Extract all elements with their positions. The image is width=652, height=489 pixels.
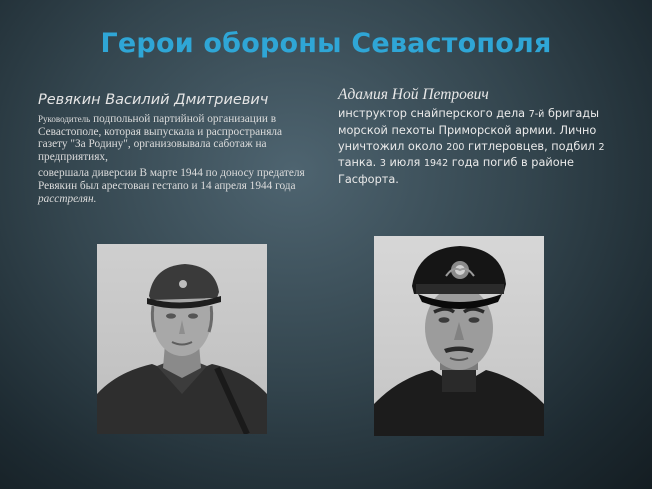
right-bio-number: 2 — [598, 141, 605, 153]
portrait-photo-naval-officer-icon — [374, 236, 544, 436]
right-bio-text: бригады морской пехоты Приморской армии. Лично уничтожил около — [338, 107, 600, 153]
right-bio-number: 1942 — [423, 158, 449, 170]
right-hero-name: Адамия Ной Петрович — [338, 86, 489, 103]
right-bio-text: гитлеровцев, подбил — [464, 139, 599, 153]
right-bio-text: инструктор снайперского дела — [338, 107, 529, 120]
left-bio-p2-middle: В марте 1944 по доносу предателя Ревякин был арестован гестапо и 14 апреля 1944 года — [38, 167, 305, 192]
left-bio-lead: Руководитель — [38, 114, 91, 124]
right-hero-bio — [338, 106, 624, 188]
right-bio-text: июля — [385, 156, 424, 170]
right-hero-photo — [374, 236, 544, 436]
left-hero-name: Ревякин Василий Дмитриевич — [38, 92, 269, 108]
left-bio-rest: подпольной партийной организации в Севастополе, которая выпускала и распространяла газету "За Родину", организовывала саботаж на предприятиях, — [38, 113, 283, 163]
right-bio-number: 3 — [379, 158, 386, 170]
left-bio-p2-end: расстрелян. — [38, 192, 97, 205]
left-bio-p2-start: совершала диверсии — [38, 167, 137, 180]
left-hero-photo — [97, 244, 267, 434]
right-bio-number: 200 — [446, 141, 465, 153]
left-hero-bio — [38, 113, 310, 209]
portrait-photo-soldier-icon — [97, 244, 267, 434]
left-hero-bio-paragraph-1 — [38, 113, 310, 163]
right-bio-text: танка. — [338, 156, 380, 170]
slide-title: Герои обороны Севастополя — [100, 28, 552, 59]
right-bio-text: года погиб в районе Гасфорта. — [338, 156, 574, 187]
left-hero-bio-paragraph-2 — [38, 167, 310, 205]
right-bio-number: 7-й — [528, 109, 545, 120]
